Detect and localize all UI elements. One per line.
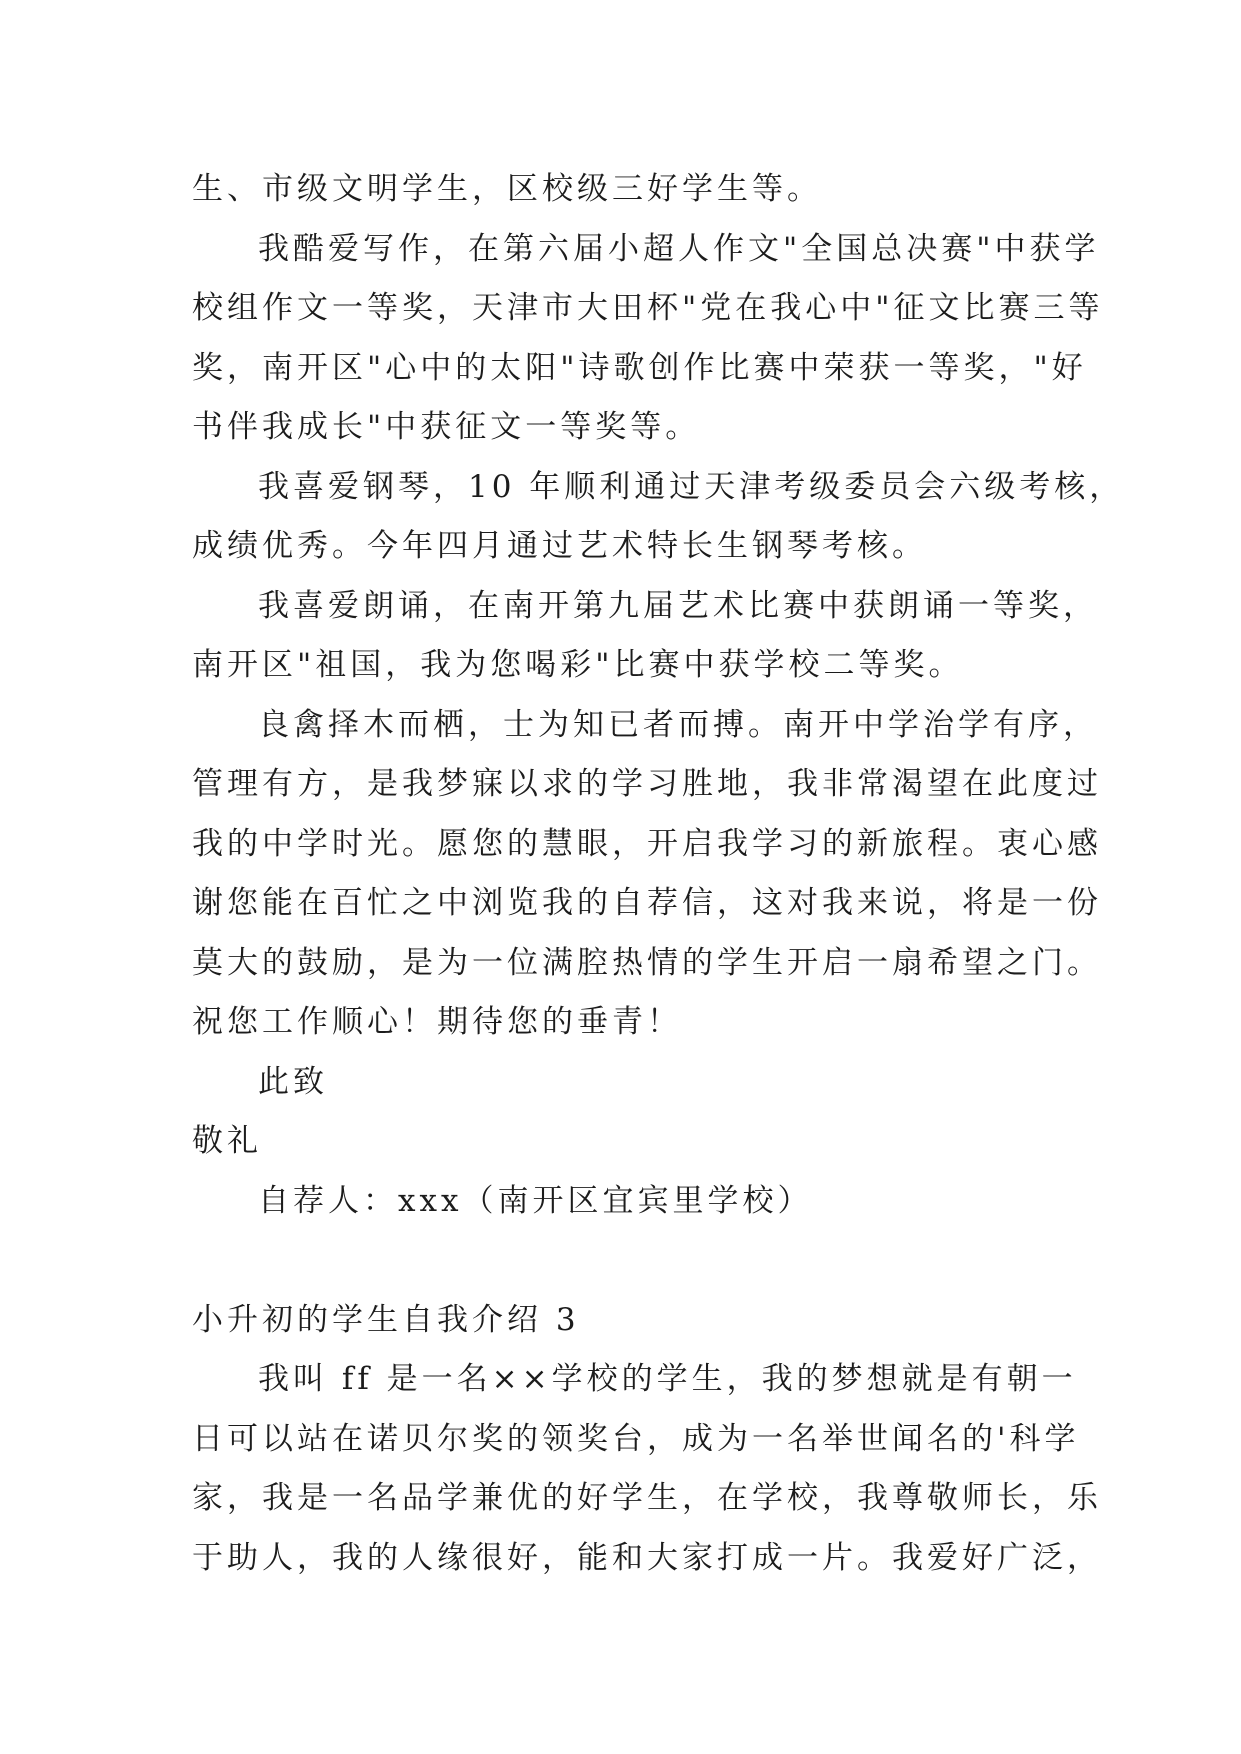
text-line: 家，我是一名品学兼优的好学生，在学校，我尊敬师长，乐 xyxy=(192,1480,1102,1516)
text-line: 南开区"祖国，我为您喝彩"比赛中获学校二等奖。 xyxy=(192,647,964,683)
paragraph-writing: 我酷爱写作，在第六届小超人作文"全国总决赛"中获学 xyxy=(258,230,1100,267)
text-line: 于助人，我的人缘很好，能和大家打成一片。我爱好广泛， xyxy=(192,1539,1102,1576)
text-line: 成绩优秀。今年四月通过艺术特长生钢琴考核。 xyxy=(192,528,927,564)
text-line: 管理有方，是我梦寐以求的学习胜地，我非常渴望在此度过 xyxy=(192,766,1102,802)
salutation-jingli: 敬礼 xyxy=(192,1123,262,1159)
text-line: 祝您工作顺心！期待您的垂青！ xyxy=(192,1004,682,1040)
blank-line xyxy=(192,1231,1072,1291)
text-line: 校组作文一等奖，天津市大田杯"党在我心中"征文比赛三等 xyxy=(192,290,1104,326)
section-heading: 小升初的学生自我介绍 3 xyxy=(192,1301,580,1338)
text-line: 谢您能在百忙之中浏览我的自荐信，这对我来说，将是一份 xyxy=(192,885,1102,921)
document-body xyxy=(192,160,1125,1588)
salutation-cizhi: 此致 xyxy=(258,1063,328,1100)
text-line: 我的中学时光。愿您的慧眼，开启我学习的新旅程。衷心感 xyxy=(192,825,1102,862)
text-line: 奖，南开区"心中的太阳"诗歌创作比赛中荣获一等奖，"好 xyxy=(192,349,1087,386)
text-line: 莫大的鼓励，是为一位满腔热情的学生开启一扇希望之门。 xyxy=(192,944,1102,981)
paragraph-intro: 我叫 ff 是一名××学校的学生，我的梦想就是有朝一 xyxy=(258,1361,1077,1397)
paragraph-closing: 良禽择木而栖，士为知已者而搏。南开中学治学有序， xyxy=(258,706,1098,743)
text-line: 日可以站在诺贝尔奖的领奖台，成为一名举世闻名的'科学 xyxy=(192,1420,1080,1457)
paragraph-piano: 我喜爱钢琴，10 年顺利通过天津考级委员会六级考核， xyxy=(258,468,1125,505)
text-line: 生、市级文明学生，区校级三好学生等。 xyxy=(192,171,822,207)
text-line: 书伴我成长"中获征文一等奖等。 xyxy=(192,409,701,445)
paragraph-recitation: 我喜爱朗诵，在南开第九届艺术比赛中获朗诵一等奖， xyxy=(258,587,1098,624)
signature-line: 自荐人：xxx（南开区宜宾里学校） xyxy=(258,1182,813,1219)
